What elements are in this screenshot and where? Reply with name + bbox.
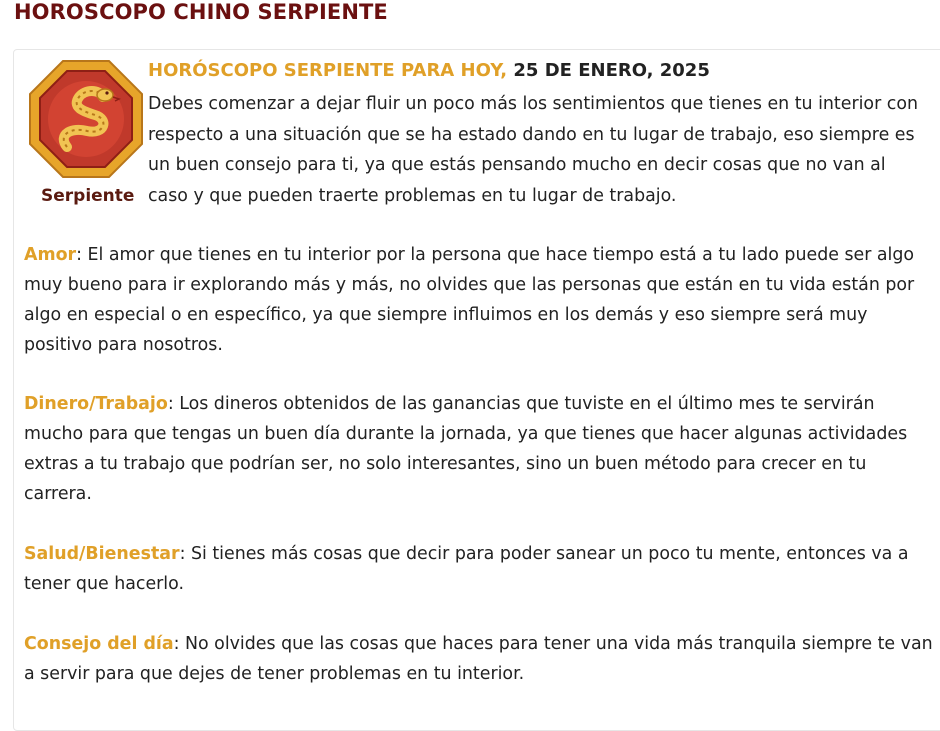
section-label: Salud/Bienestar bbox=[24, 544, 180, 564]
section-salud-bienestar bbox=[24, 539, 939, 599]
intro-paragraph: Debes comenzar a dejar fluir un poco más los sentimientos que tienes en tu interior con respecto a una situación que se ha estado dando en tu lugar de trabajo, eso siempre es un buen consejo para ti, ya que estás pensando mucho en decir cosas que no van al caso y que pueden traerte problemas en tu lugar de trabajo. bbox=[148, 94, 918, 206]
sign-badge bbox=[27, 59, 145, 206]
section-text: : Si tienes más cosas que decir para poder sanear un poco tu mente, entonces va a tener que hacerlo. bbox=[24, 544, 909, 594]
page-title: HOROSCOPO CHINO SERPIENTE bbox=[14, 0, 388, 24]
section-amor bbox=[24, 240, 939, 360]
section-text: : No olvides que las cosas que haces para tener una vida más tranquila siempre te van a servir para que dejes de tener problemas en tu interior. bbox=[24, 634, 933, 684]
sign-name: Serpiente bbox=[41, 186, 135, 206]
headline-date: 25 DE ENERO, 2025 bbox=[513, 60, 710, 81]
section-label: Amor bbox=[24, 245, 77, 265]
section-text: : El amor que tienes en tu interior por la persona que hace tiempo está a tu lado puede ser algo muy bueno para ir explorando más y más, no olvides que las personas que están en tu vida están por algo en especial o en específico, ya que siempre influimos en los demás y eso siempre será muy positivo para nosotros. bbox=[24, 245, 915, 355]
horoscope-headline bbox=[148, 60, 710, 81]
headline-label: HORÓSCOPO SERPIENTE PARA HOY, bbox=[148, 60, 508, 81]
section-dinero-trabajo bbox=[24, 389, 939, 509]
section-label: Consejo del día bbox=[24, 634, 174, 654]
section-text: : Los dineros obtenidos de las ganancias que tuviste en el último mes te servirán mucho para que tengas un buen día durante la jornada, ya que tienes que hacer algunas actividades extras a tu trabajo que podrían ser, no solo interesantes, sino un buen método para crecer en tu carrera. bbox=[24, 394, 908, 504]
snake-zodiac-icon bbox=[27, 59, 145, 179]
section-consejo-del-dia bbox=[24, 629, 939, 689]
section-label: Dinero/Trabajo bbox=[24, 394, 168, 414]
